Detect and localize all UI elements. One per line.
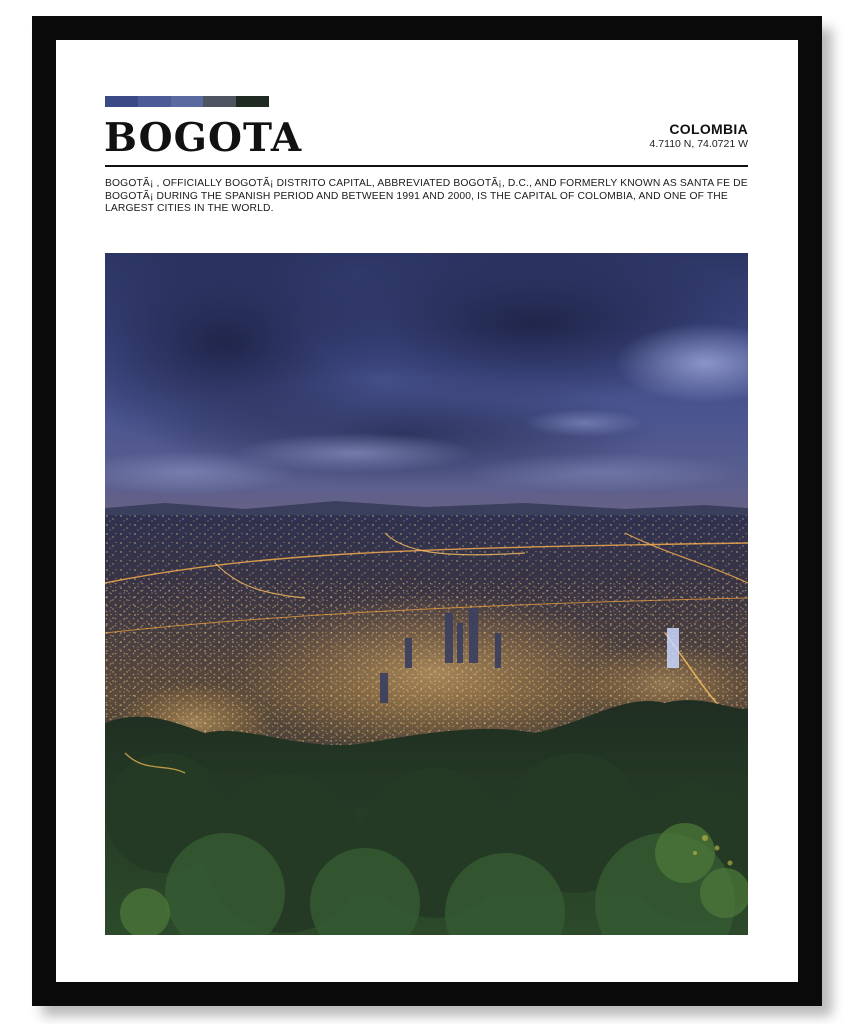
bogota-night-cityscape-image xyxy=(105,253,748,935)
color-palette-strip xyxy=(105,96,269,107)
title-divider xyxy=(105,165,748,167)
city-description: BOGOTÃ¡ , OFFICIALLY BOGOTÃ¡ DISTRITO CAPITAL, ABBREVIATED BOGOTÃ¡, D.C., AND FORMERLY KNOWN AS SANTA FE DE BOGOTÃ¡ DURING THE SPANISH PERIOD AND BETWEEN 1991 AND 2000, IS THE CAPITAL OF COLOMBIA, AND ONE OF THE LARGEST CITIES IN THE WORLD. xyxy=(105,178,748,214)
country-name: COLOMBIA xyxy=(669,121,748,137)
palette-swatch-4 xyxy=(203,96,236,107)
city-photo xyxy=(105,253,748,935)
palette-swatch-1 xyxy=(105,96,138,107)
city-title: BOGOTA xyxy=(104,115,303,161)
coordinates-text: 4.7110 N, 74.0721 W xyxy=(649,138,748,150)
palette-swatch-2 xyxy=(138,96,171,107)
palette-swatch-5 xyxy=(236,96,269,107)
palette-swatch-3 xyxy=(171,96,204,107)
